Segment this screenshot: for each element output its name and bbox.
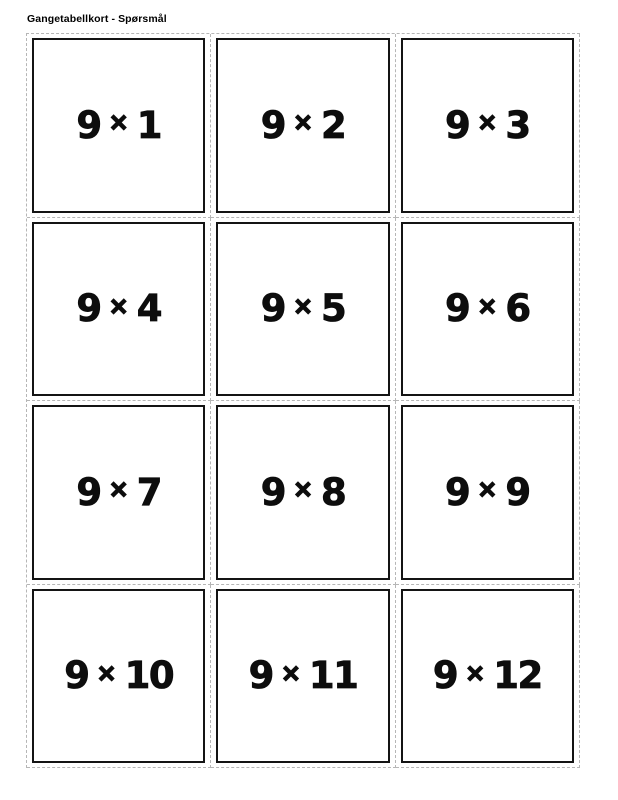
factor-b: 8 <box>321 470 346 514</box>
multiplication-card <box>32 405 205 580</box>
factor-a: 9 <box>445 287 470 331</box>
card-cell <box>27 34 211 218</box>
multiply-operator: × <box>292 475 314 504</box>
card-grid <box>26 33 580 768</box>
multiplication-card <box>32 589 205 764</box>
card-cell <box>27 218 211 402</box>
factor-b: 3 <box>505 103 530 147</box>
page-title: Gangetabellkort - Spørsmål <box>27 13 167 25</box>
multiply-operator: × <box>292 291 314 320</box>
multiply-operator: × <box>477 108 498 137</box>
multiplication-card <box>401 589 574 764</box>
multiply-operator: × <box>477 291 498 320</box>
multiply-operator: × <box>292 108 314 137</box>
card-cell <box>396 585 580 769</box>
factor-a: 9 <box>76 103 101 147</box>
card-cell <box>211 34 395 218</box>
factor-b: 4 <box>136 287 161 331</box>
card-cell <box>211 218 395 402</box>
card-cell <box>396 34 580 218</box>
factor-b: 7 <box>136 470 161 514</box>
card-cell <box>27 585 211 769</box>
factor-a: 9 <box>260 287 285 331</box>
factor-b: 1 <box>136 103 161 147</box>
factor-a: 9 <box>260 103 285 147</box>
factor-a: 9 <box>248 654 273 698</box>
multiplication-card <box>216 38 389 213</box>
multiply-operator: × <box>465 658 486 687</box>
factor-b: 5 <box>321 287 346 331</box>
factor-b: 11 <box>308 654 358 698</box>
multiplication-card <box>401 405 574 580</box>
factor-b: 12 <box>493 654 542 698</box>
multiply-operator: × <box>96 658 117 687</box>
factor-b: 2 <box>321 103 346 147</box>
multiplication-card <box>216 222 389 397</box>
multiplication-card <box>32 38 205 213</box>
multiplication-card <box>401 38 574 213</box>
factor-a: 9 <box>76 470 101 514</box>
multiplication-card <box>216 589 389 764</box>
factor-a: 9 <box>445 103 470 147</box>
multiply-operator: × <box>108 475 129 504</box>
factor-a: 9 <box>76 287 101 331</box>
card-cell <box>211 401 395 585</box>
factor-a: 9 <box>432 654 458 698</box>
multiplication-card <box>401 222 574 397</box>
multiply-operator: × <box>108 108 129 137</box>
multiplication-card <box>216 405 389 580</box>
factor-b: 6 <box>505 287 530 331</box>
factor-b: 9 <box>505 470 530 514</box>
factor-b: 10 <box>124 654 174 698</box>
factor-a: 9 <box>260 470 285 514</box>
card-cell <box>211 585 395 769</box>
factor-a: 9 <box>64 654 89 698</box>
multiply-operator: × <box>280 658 301 687</box>
card-cell <box>27 401 211 585</box>
card-cell <box>396 218 580 402</box>
multiply-operator: × <box>108 291 129 320</box>
card-cell <box>396 401 580 585</box>
multiply-operator: × <box>477 475 498 504</box>
multiplication-card <box>32 222 205 397</box>
factor-a: 9 <box>445 470 470 514</box>
